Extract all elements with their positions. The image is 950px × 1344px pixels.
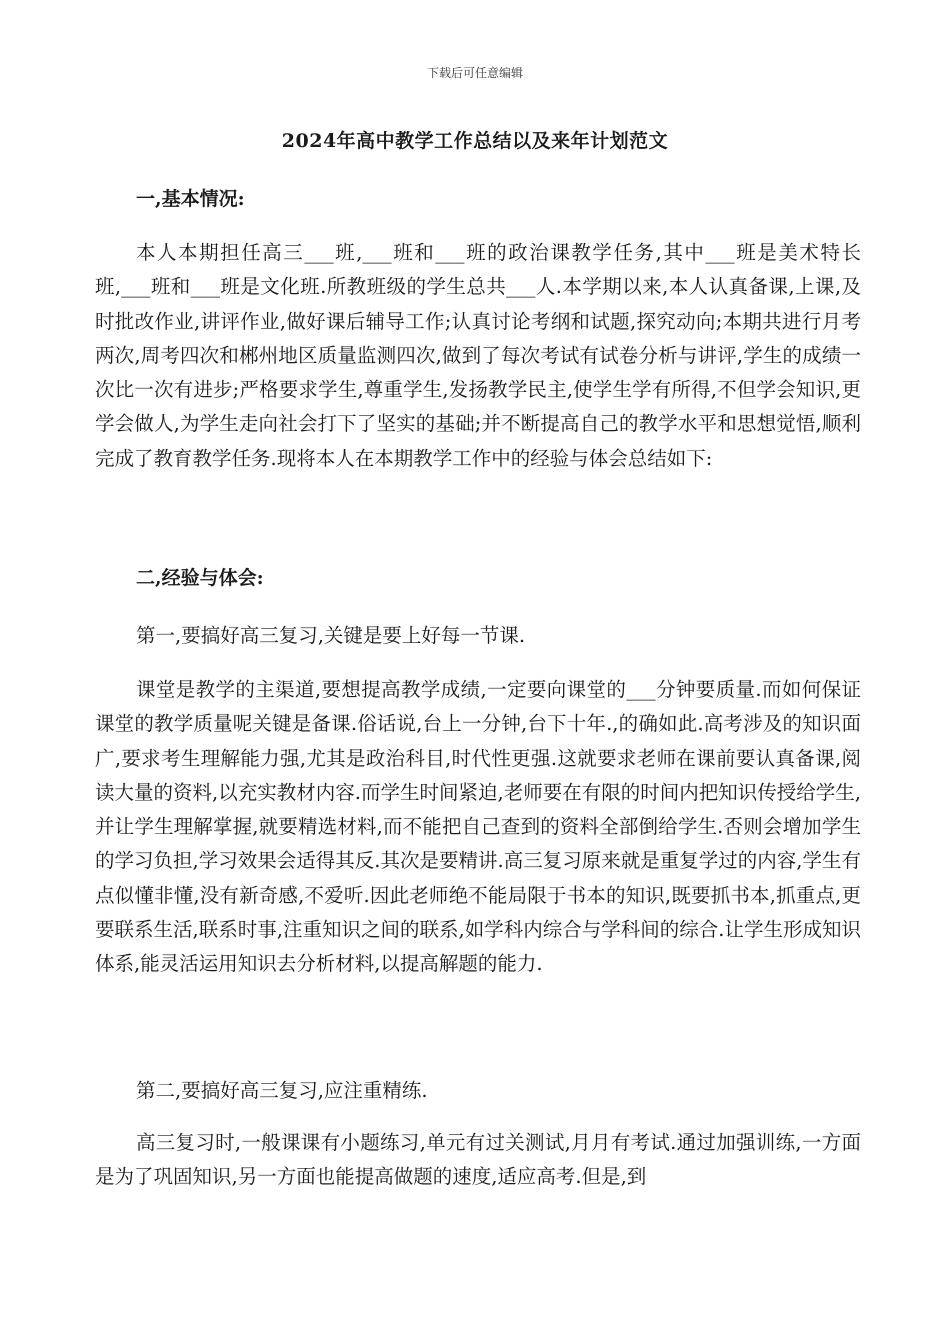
- page-header-note: 下载后可任意编辑: [426, 66, 523, 80]
- paragraph-point-one: 课堂是教学的主渠道,要想提高教学成绩,一定要向课堂的___分钟要质量.而如何保证课堂的教学质量呢关键是备课.俗话说,台上一分钟,台下十年.,的确如此.高考涉及的知识面广,要求考生理解能力强,尤其是政治科目,时代性更强.这就要求老师在课前要认真备课,阅读大量的资料,以充实教材内容.而学生时间紧迫,老师要在有限的时间内把知识传授给学生,并让学生理解掌握,就要精选材料,而不能把自己查到的资料全部倒给学生.否则会增加学生的学习负担,学习效果会适得其反.其次是要精讲.高三复习原来就是重复学过的内容,学生有点似懂非懂,没有新奇感,不爱听.因此老师绝不能局限于书本的知识,既要抓书本,抓重点,更要联系生活,联系时事,注重知识之间的联系,如学科内综合与学科间的综合.让学生形成知识体系,能灵活运用知识去分析材料,以提高解题的能力.: [95, 678, 861, 976]
- paragraph-basic-situation: 本人本期担任高三___班,___班和___班的政治课教学任务,其中___班是美术特长班,___班和___班是文化班.所教班级的学生总共___人.本学期以来,本人认真备课,上课,及时批改作业,讲评作业,做好课后辅导工作;认真讨论考纲和试题,探究动向;本期共进行月考两次,周考四次和郴州地区质量监测四次,做到了每次考试有试卷分析与讲评,学生的成绩一次比一次有进步;严格要求学生,尊重学生,发扬教学民主,使学生学有所得,不但学会知识,更学会做人,为学生走向社会打下了坚实的基础;并不断提高自己的教学水平和思想觉悟,顺利完成了教育教学任务.现将本人在本期教学工作中的经验与体会总结如下:: [95, 241, 861, 470]
- point-two-heading: 第二,要搞好高三复习,应注重精练.: [136, 1079, 428, 1102]
- section-heading-basic-situation: 一,基本情况:: [136, 188, 245, 210]
- point-one-heading: 第一,要搞好高三复习,关键是要上好每一节课.: [136, 624, 526, 647]
- paragraph-point-two: 高三复习时,一般课课有小题练习,单元有过关测试,月月有考试.通过加强训练,一方面是为了巩固知识,另一方面也能提高做题的速度,适应高考.但是,到: [95, 1131, 861, 1189]
- document-title: 2024年高中教学工作总结以及来年计划范文: [281, 130, 669, 152]
- section-heading-experience: 二,经验与体会:: [136, 567, 264, 589]
